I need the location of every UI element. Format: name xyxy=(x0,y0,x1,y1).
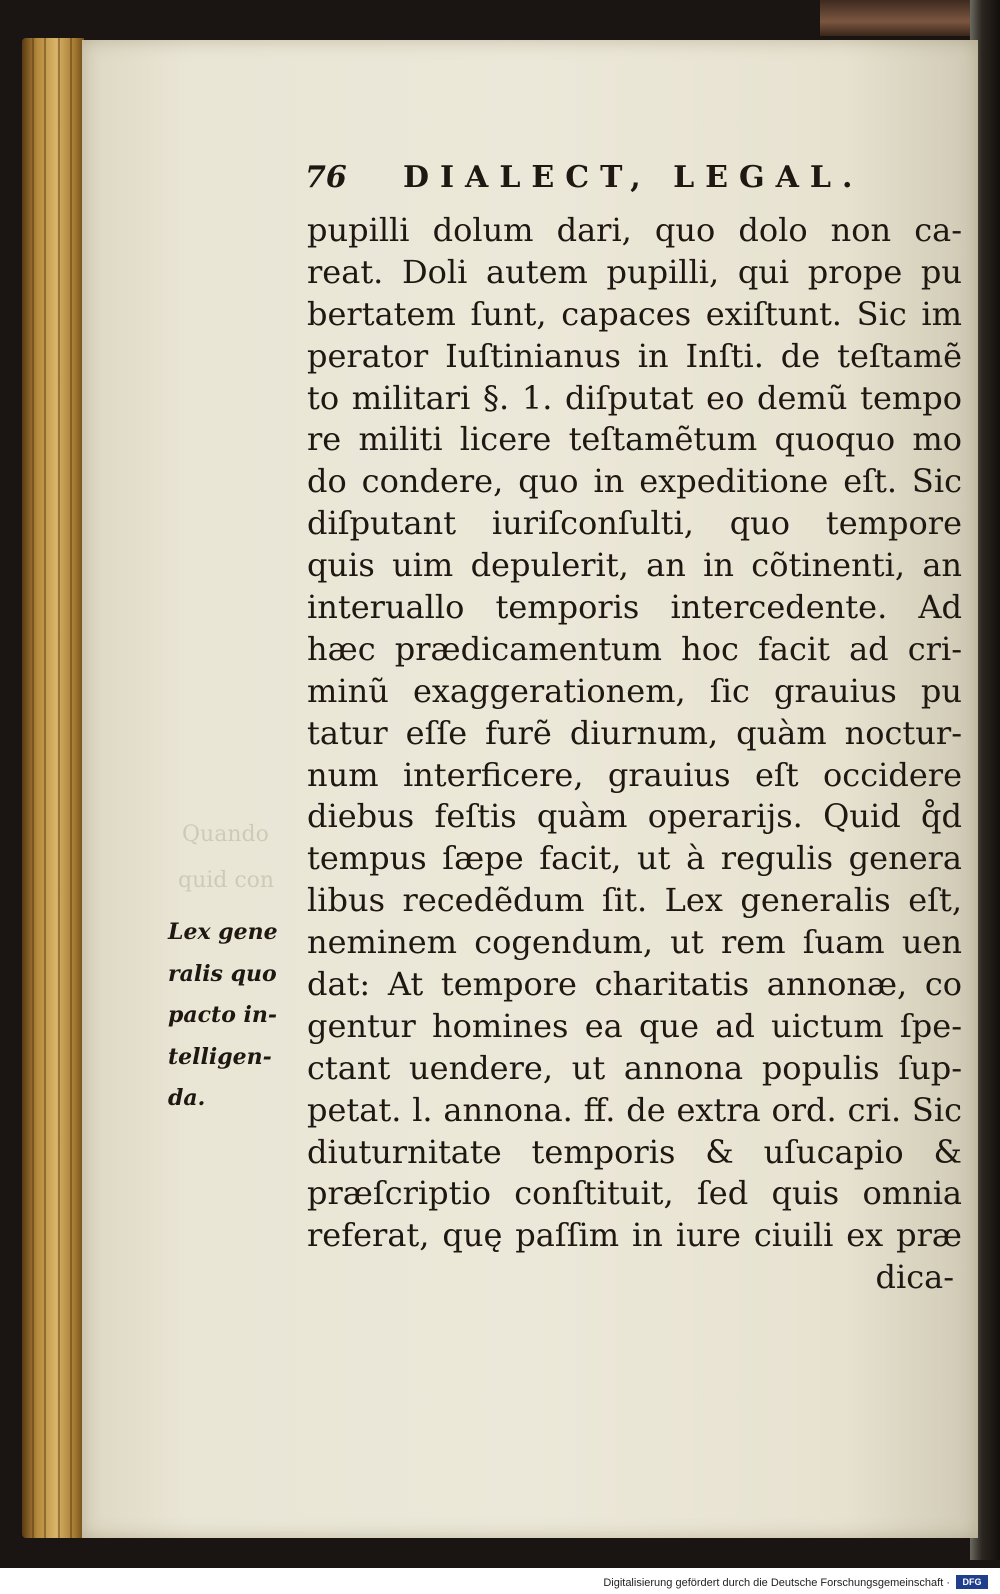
text-line: præſcriptio conſtituit, ſed quis omnia xyxy=(307,1174,962,1213)
footer-credit: Digitalisierung gefördert durch die Deutsche Forschungsgemeinschaft · xyxy=(603,1577,950,1589)
marginal-note-line: telligen- xyxy=(168,1043,272,1070)
text-line: re militi licere teſtamẽtum quoquo mo xyxy=(307,420,962,459)
dfg-logo: DFG xyxy=(956,1575,988,1589)
text-line: tempus ſæpe facit, ut à regulis genera xyxy=(307,839,962,878)
text-line: dat: At tempore charitatis annonæ, co xyxy=(307,965,962,1004)
text-line: ctant uendere, ut annona populis ſup- xyxy=(307,1048,962,1087)
main-text-block xyxy=(307,210,962,1299)
text-line: hæc prædicamentum hoc facit ad cri- xyxy=(307,629,962,668)
text-line: diſputant iuriſconſulti, quo tempore xyxy=(307,504,962,543)
marginal-note-line: ralis quo xyxy=(168,960,277,987)
text-line: gentur homines ea que ad uictum ſpe- xyxy=(307,1006,962,1045)
text-line: neminem cogendum, ut rem ſuam uen xyxy=(307,923,962,962)
marginal-note xyxy=(168,912,298,1120)
marginal-note-line: Lex gene xyxy=(168,919,278,945)
text-line: minũ exaggerationem, ſic grauius pu xyxy=(307,671,962,710)
text-line: bertatem ſunt, capaces exiſtunt. Sic im xyxy=(307,294,962,333)
text-line: diuturnitate temporis & uſucapio & xyxy=(307,1132,962,1171)
page-header xyxy=(305,152,865,202)
text-line: to militari §. 1. diſputat eo demũ tempo xyxy=(307,378,962,417)
catchword: dica- xyxy=(875,1258,954,1297)
text-line: quis uim depulerit, an in cõtinenti, an xyxy=(307,546,962,585)
bleed-through-text: Quando xyxy=(182,822,269,847)
marginal-note-line: da. xyxy=(168,1085,206,1111)
marginal-note-line: pacto in- xyxy=(168,1002,278,1028)
text-line: petat. l. annona. ff. de extra ord. cri. Sic xyxy=(307,1090,962,1129)
text-line: tatur eſſe furẽ diurnum, quàm noctur- xyxy=(307,713,962,752)
text-line: interuallo temporis intercedente. Ad xyxy=(307,588,962,627)
bleed-through-text: quid con xyxy=(178,868,275,893)
text-line: diebus feſtis quàm operarijs. Quid q̊d xyxy=(307,797,962,836)
text-line: referat, quę paſſim in iure ciuili ex præ xyxy=(307,1216,962,1255)
text-line: pupilli dolum dari, quo dolo non ca- xyxy=(307,211,962,249)
text-line: libus recedẽdum ſit. Lex generalis eſt, xyxy=(307,881,962,920)
text-line: do condere, quo in expeditione eſt. Sic xyxy=(307,462,962,501)
page-number: 76 xyxy=(305,159,347,195)
text-line: perator Iuſtinianus in Inſti. de teſtamẽ xyxy=(307,336,962,375)
text-line: reat. Doli autem pupilli, qui prope pu xyxy=(307,252,962,291)
text-line: num interficere, grauius eſt occidere xyxy=(307,755,962,794)
book-fore-edge xyxy=(22,38,84,1538)
running-title: DIALECT, LEGAL. xyxy=(403,159,864,195)
